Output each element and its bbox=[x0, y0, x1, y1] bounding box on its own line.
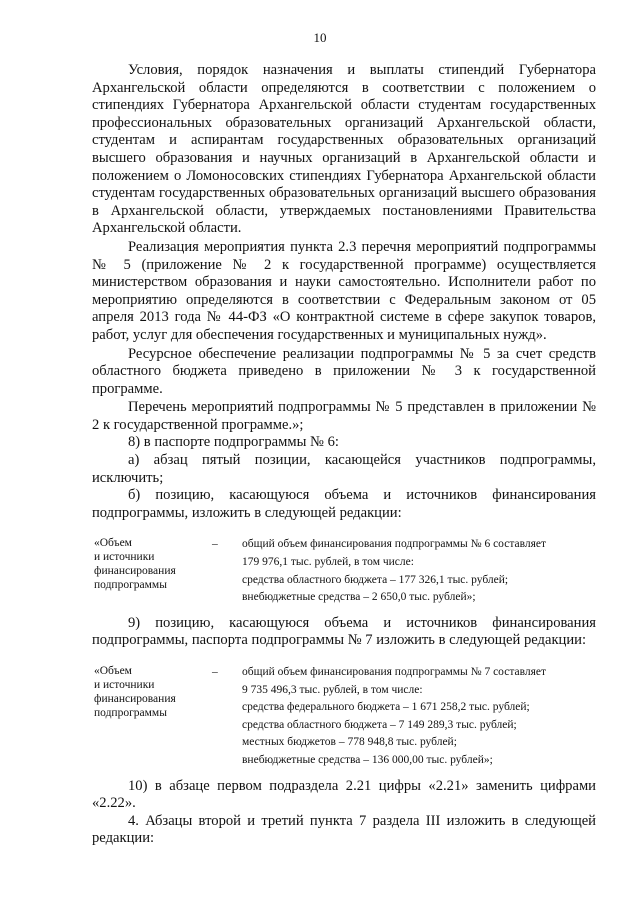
funding-table-values: общий объем финансирования подпрограммы № 7 составляет 9 735 496,3 тыс. рублей, в том числе: средства федерального бюджета – 1 671 258,2 тыс. рублей; средства областного бюджета – 7 149 289,3 тыс. рублей; местных бюджетов – 778 948,8 тыс. рублей; внебюджетные средства – 136 000,00 тыс. рублей»; bbox=[242, 666, 547, 766]
paragraph-implementation: Реализация мероприятия пункта 2.3 перечня мероприятий подпрограммы № 5 (приложение № 2 к государственной программе) осуществляется министерством образования и науки самостоятельно. Исполнители работ по мероприятию определяются в соответствии с Федеральным законом от 05 апреля 2013 года № 44-ФЗ «О контрактной системе в сфере закупок товаров, работ, услуг для обеспечения государственных и муниципальных нужд». bbox=[92, 238, 596, 343]
paragraph-list: Перечень мероприятий подпрограммы № 5 представлен в приложении № 2 к государственной программе.»; bbox=[92, 399, 596, 433]
paragraph-item-8a: а) абзац пятый позиции, касающейся участников подпрограммы, исключить; bbox=[92, 452, 596, 486]
document-body bbox=[92, 62, 596, 848]
paragraph-item-4: 4. Абзацы второй и третий пункта 7 раздела III изложить в следующей редакции: bbox=[92, 812, 596, 847]
funding-table-dash: – bbox=[212, 666, 218, 678]
funding-table-subprogram-7 bbox=[92, 664, 596, 770]
funding-table-label: «Объем и источники финансирования подпрограммы bbox=[94, 537, 176, 592]
paragraph-scholarships: Условия, порядок назначения и выплаты стипендий Губернатора Архангельской области определяются в соответствии с положением о стипендиях Губернатора Архангельской области студентам государственных профессиональных образовательных организаций Архангельской области, студентам и аспирантам государственных образовательных организаций высшего образования и научных организаций в Архангельской области и положением о Ломоносовских стипендиях Губернатора Архангельской области студентам государственных образовательных организаций высшего образования в Архангельской области, утверждаемых постановлениями Правительства Архангельской области. bbox=[92, 62, 596, 237]
paragraph-item-10: 10) в абзаце первом подраздела 2.21 цифры «2.21» заменить цифрами «2.22». bbox=[92, 777, 596, 812]
paragraph-item-8b: б) позицию, касающуюся объема и источников финансирования подпрограммы, изложить в следующей редакции: bbox=[92, 487, 596, 521]
funding-table-values: общий объем финансирования подпрограммы № 6 составляет 179 976,1 тыс. рублей, в том числе: средства областного бюджета – 177 326,1 тыс. рублей; внебюджетные средства – 2 650,0 тыс. рублей»; bbox=[242, 538, 547, 604]
paragraph-resources: Ресурсное обеспечение реализации подпрограммы № 5 за счет средств областного бюджета приведено в приложении № 3 к государственной программе. bbox=[92, 345, 596, 397]
paragraph-item-9: 9) позицию, касающуюся объема и источников финансирования подпрограммы, паспорта подпрограммы № 7 изложить в следующей редакции: bbox=[92, 614, 596, 649]
page-number: 10 bbox=[313, 30, 327, 45]
funding-table-label: «Объем и источники финансирования подпрограммы bbox=[94, 665, 176, 719]
funding-table-dash: – bbox=[212, 538, 218, 551]
funding-table-subprogram-6 bbox=[92, 536, 596, 606]
paragraph-item-8: 8) в паспорте подпрограммы № 6: bbox=[128, 434, 339, 451]
